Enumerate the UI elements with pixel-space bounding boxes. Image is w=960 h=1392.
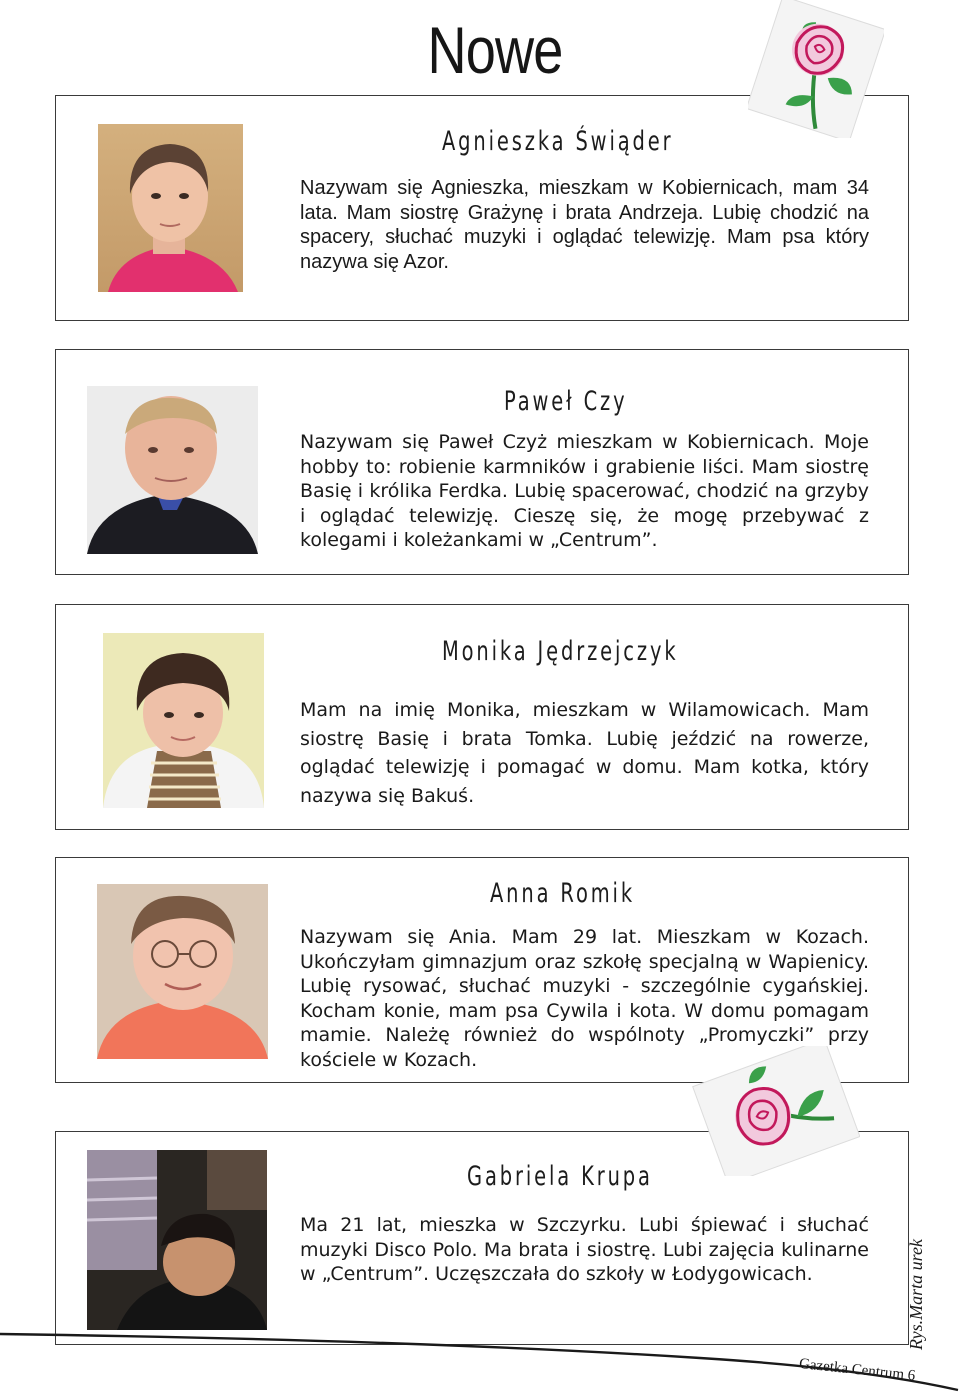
profile-photo xyxy=(97,884,268,1059)
profile-name: Paweł Czy xyxy=(504,386,628,417)
illustration-credit: Rys.Marta urek xyxy=(906,1239,926,1350)
profile-name: Anna Romik xyxy=(490,878,635,909)
profile-photo xyxy=(87,386,258,554)
page-title: Nowe xyxy=(427,13,563,87)
profile-name: Gabriela Krupa xyxy=(467,1161,653,1192)
rose-drawing-icon xyxy=(748,0,884,138)
profile-bio: Nazywam się Paweł Czyż mieszkam w Kobiernicach. Moje hobby to: robienie karmników i grabienie liści. Mam siostrę Basię i królika Ferdka. Lubię spacerować, chodzić na grzyby i oglądać telewizję. Cieszę się, że mogę przebywać z kolegami i koleżankami w „Centrum”. xyxy=(300,431,869,551)
profile-bio: Ma 21 lat, mieszka w Szczyrku. Lubi śpiewać i słuchać muzyki Disco Polo. Ma brata i siostrę. Lubi zajęcia kulinarne w „Centrum”. Uczęszczała do szkoły w Łodygowicach. xyxy=(300,1214,869,1285)
profile-bio: Nazywam się Agnieszka, mieszkam w Kobiernicach, mam 34 lata. Mam siostrę Grażynę i brata Andrzeja. Lubię chodzić na spacery, słuchać muzyki i oglądać telewizję. Mam psa który nazywa się Azor. xyxy=(300,177,869,273)
profile-bio: Mam na imię Monika, mieszkam w Wilamowicach. Mam siostrę Basię i brata Tomka. Lubię jeździć na rowerze, oglądać telewizję i pomagać w domu. Mam kotka, który nazywa się Bakuś. xyxy=(300,699,869,807)
rose-drawing-icon xyxy=(690,1046,860,1176)
profile-bio: Nazywam się Ania. Mam 29 lat. Mieszkam w Kozach. Ukończyłam gimnazjum oraz szkołę specjalną w Wapienicy. Lubię rysować, słuchać muzyki - szczególnie cygańskiej. Kocham konie, mam psa Cywila i kota. W domu pomagam mamie. Należę również do wspólnoty „Promyczki” przy kościele w Kozach. xyxy=(300,926,869,1071)
profile-photo xyxy=(103,633,264,808)
profile-name: Monika Jędrzejczyk xyxy=(442,636,679,667)
profile-photo xyxy=(98,124,243,292)
page-footer: Gazetka Centrum 6 xyxy=(798,1356,916,1385)
profile-photo xyxy=(87,1150,267,1330)
profile-name: Agnieszka Świąder xyxy=(442,126,674,157)
